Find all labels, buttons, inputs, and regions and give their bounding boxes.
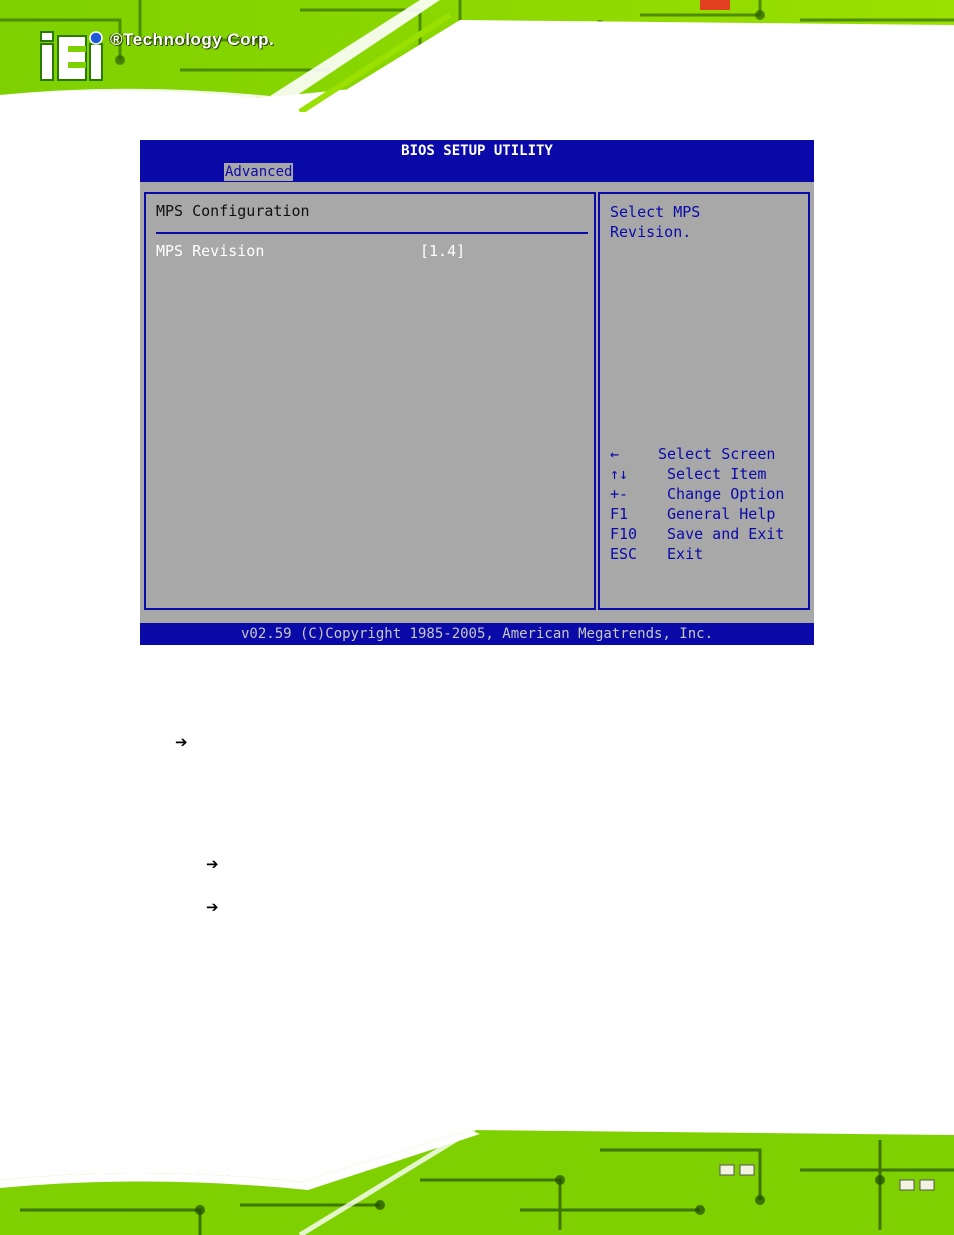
key-cap: +- xyxy=(610,485,629,503)
option-mps-revision-label[interactable]: MPS Revision xyxy=(156,242,265,260)
section-title: MPS Configuration xyxy=(156,202,310,220)
bios-footer: v02.59 (C)Copyright 1985-2005, American Megatrends, Inc. xyxy=(140,623,814,645)
header-banner xyxy=(0,0,954,112)
help-panel xyxy=(598,192,810,610)
iei-logo-icon xyxy=(38,30,108,86)
key-cap: ESC xyxy=(610,545,638,563)
bios-title: BIOS SETUP UTILITY xyxy=(140,140,814,162)
bios-setup-screen xyxy=(140,140,814,645)
key-desc: General Help xyxy=(658,505,776,523)
key-legend-row xyxy=(610,484,806,504)
key-desc: Change Option xyxy=(658,485,785,503)
section-divider xyxy=(156,232,588,234)
brand-tagline: ®Technology Corp. xyxy=(110,30,275,49)
arrow-bullet-icon: ➔ xyxy=(175,733,188,751)
footer-banner xyxy=(0,1120,954,1235)
key-legend-row xyxy=(610,504,806,524)
key-legend xyxy=(610,444,806,564)
key-desc: Exit xyxy=(658,545,704,563)
key-cap: F10 xyxy=(610,525,638,543)
key-desc: Select Screen xyxy=(658,445,776,463)
circuit-board-graphic xyxy=(0,1120,954,1235)
arrow-bullet-icon: ➔ xyxy=(206,855,219,873)
menu-tab-advanced[interactable]: Advanced xyxy=(225,164,293,180)
help-text: Select MPS Revision. xyxy=(610,203,701,241)
key-legend-row xyxy=(610,464,806,484)
bios-menubar xyxy=(140,162,814,182)
option-mps-revision-value[interactable]: [1.4] xyxy=(420,242,466,260)
main-panel xyxy=(144,192,596,610)
arrow-bullet-icon: ➔ xyxy=(206,898,219,916)
key-cap: F1 xyxy=(610,505,629,523)
key-desc: Save and Exit xyxy=(658,525,785,543)
key-cap: ↑↓ xyxy=(610,465,629,483)
key-legend-row xyxy=(610,524,806,544)
key-legend-row xyxy=(610,444,806,464)
key-legend-row xyxy=(610,544,806,564)
key-cap: ← xyxy=(610,445,620,463)
key-desc: Select Item xyxy=(658,465,767,483)
